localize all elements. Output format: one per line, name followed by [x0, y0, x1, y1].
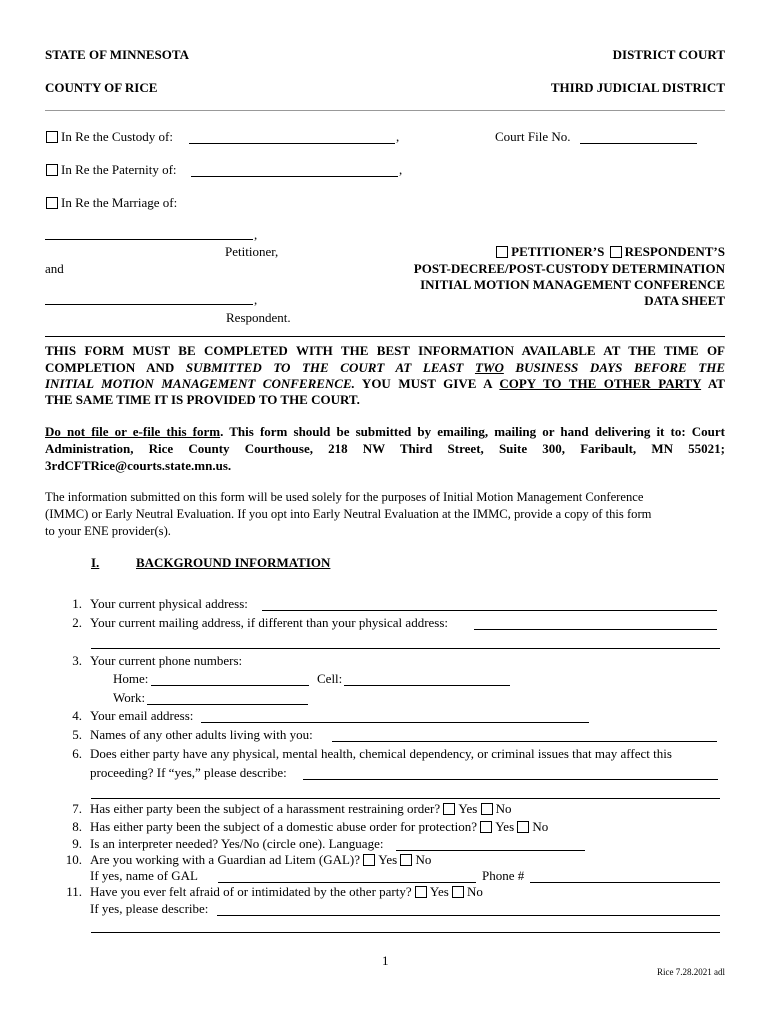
cell-label: Cell:: [317, 671, 343, 686]
district-label: THIRD JUDICIAL DISTRICT: [550, 80, 725, 95]
q8-yes-checkbox[interactable]: [480, 821, 492, 833]
q10-text-2: If yes, name of GAL: [90, 868, 198, 883]
notice-line-2: [45, 359, 725, 376]
notice-line-3: [45, 375, 725, 392]
notice-line-1: THIS FORM MUST BE COMPLETED WITH THE BEST INFORMATION AVAILABLE AT THE TIME OF: [45, 343, 725, 358]
q2-text: Your current mailing address, if different than your physical address:: [90, 615, 449, 630]
work-label: Work:: [113, 690, 146, 705]
q8-row: [90, 819, 548, 835]
q4-text: Your email address:: [90, 708, 194, 723]
marriage-label: In Re the Marriage of:: [61, 195, 178, 210]
q2-number: 2.: [72, 615, 82, 630]
page-number: 1: [382, 953, 389, 968]
language-field[interactable]: [396, 838, 585, 851]
q1-text: Your current physical address:: [90, 596, 248, 611]
paternity-label: In Re the Paternity of:: [61, 162, 177, 177]
mailing-address-field-2[interactable]: [91, 636, 720, 649]
q10-no-checkbox[interactable]: [400, 854, 412, 866]
q6-number: 6.: [72, 746, 82, 761]
q8-no-checkbox[interactable]: [517, 821, 529, 833]
q10-no-label: No: [415, 852, 432, 867]
other-adults-field[interactable]: [332, 729, 717, 742]
paternity-name-field[interactable]: [191, 164, 398, 177]
marriage-checkbox[interactable]: [46, 197, 58, 209]
q7-no-label: No: [495, 801, 512, 816]
custody-name-field[interactable]: [189, 131, 395, 144]
respondent-checkbox[interactable]: [610, 246, 622, 258]
notice-line-4: THE SAME TIME IT IS PROVIDED TO THE COURT.: [45, 392, 360, 407]
afraid-describe-field-2[interactable]: [91, 920, 720, 933]
respondent-name-field[interactable]: [45, 292, 253, 305]
county-label: COUNTY OF RICE: [45, 80, 158, 95]
revision-label: Rice 7.28.2021 adl: [657, 967, 725, 977]
q6-text: Does either party have any physical, mental health, chemical dependency, or criminal issues that may affect this: [90, 746, 672, 761]
q11-text-2: If yes, please describe:: [90, 901, 209, 916]
q3-number: 3.: [72, 653, 82, 668]
paternity-checkbox[interactable]: [46, 164, 58, 176]
filing-line-1: [45, 423, 725, 440]
respondents-label: RESPONDENT’S: [624, 244, 725, 259]
custody-comma: ,: [396, 129, 400, 144]
notice-copy: COPY TO THE OTHER PARTY: [499, 376, 702, 391]
q1-number: 1.: [72, 596, 82, 611]
q7-yes-label: Yes: [458, 801, 478, 816]
cell-phone-field[interactable]: [344, 673, 510, 686]
q5-number: 5.: [72, 727, 82, 742]
q8-no-label: No: [532, 819, 549, 834]
mailing-address-field[interactable]: [474, 617, 717, 630]
filing-line-2: Administration, Rice County Courthouse, 218 NW Third Street, Suite 300, Faribault, MN 55021;: [45, 441, 725, 456]
petitioner-checkbox[interactable]: [496, 246, 508, 258]
filing-instructions: . This form should be submitted by emailing, mailing or hand delivering it to: Court: [220, 424, 726, 439]
notice-submitted: SUBMITTED TO THE COURT AT LEAST: [185, 360, 475, 375]
q4-number: 4.: [72, 708, 82, 723]
q11-text: Have you ever felt afraid of or intimidated by the other party?: [90, 884, 412, 899]
q11-no-label: No: [467, 884, 483, 899]
issues-field[interactable]: [303, 767, 718, 780]
issues-field-2[interactable]: [91, 786, 720, 799]
q11-row: [90, 884, 483, 900]
notice-at: AT: [701, 376, 725, 391]
afraid-describe-field[interactable]: [217, 903, 720, 916]
petitioners-label: PETITIONER’S: [511, 244, 605, 259]
filing-email: 3rdCFTRice@courts.state.mn.us.: [45, 458, 232, 473]
q6-text-2: proceeding? If “yes,” please describe:: [90, 765, 287, 780]
q8-number: 8.: [72, 819, 82, 834]
court-label: DISTRICT COURT: [612, 47, 725, 62]
q7-number: 7.: [72, 801, 82, 816]
title-line-1: POST-DECREE/POST-CUSTODY DETERMINATION: [413, 261, 725, 276]
petitioner-name-field[interactable]: [45, 227, 253, 240]
info-line-1: The information submitted on this form will be used solely for the purposes of Initial Motion Management Conference: [45, 490, 644, 504]
q7-no-checkbox[interactable]: [481, 803, 493, 815]
q10-row: [90, 852, 431, 868]
filing-do-not-file: Do not file or e-file this form: [45, 424, 221, 439]
marriage-option[interactable]: [46, 195, 177, 211]
title-line-3: DATA SHEET: [644, 293, 725, 308]
and-label: and: [45, 261, 64, 276]
paternity-comma: ,: [399, 162, 403, 177]
header-divider: [45, 110, 725, 111]
work-phone-field[interactable]: [147, 692, 308, 705]
respondent-label: Respondent.: [226, 310, 291, 325]
q10-yes-label: Yes: [378, 852, 398, 867]
title-line-2: INITIAL MOTION MANAGEMENT CONFERENCE: [420, 277, 725, 292]
q9-number: 9.: [72, 836, 82, 851]
q7-text: Has either party been the subject of a harassment restraining order?: [90, 801, 441, 816]
custody-option[interactable]: [46, 129, 173, 145]
petitioner-comma: ,: [254, 227, 258, 242]
section-title: BACKGROUND INFORMATION: [136, 555, 331, 570]
notice-business-days: BUSINESS DAYS BEFORE THE: [503, 360, 725, 375]
caption-divider: [45, 336, 725, 337]
q7-row: [90, 801, 511, 817]
q10-yes-checkbox[interactable]: [363, 854, 375, 866]
section-number: I.: [91, 555, 100, 570]
q11-no-checkbox[interactable]: [452, 886, 464, 898]
q11-yes-label: Yes: [429, 884, 449, 899]
gal-phone-field[interactable]: [530, 870, 720, 883]
state-label: STATE OF MINNESOTA: [45, 47, 189, 62]
party-selector: [496, 244, 725, 260]
notice-give: YOU MUST GIVE A: [354, 376, 500, 391]
petitioner-label: Petitioner,: [225, 244, 279, 259]
q9-text: Is an interpreter needed? Yes/No (circle one). Language:: [90, 836, 384, 851]
custody-label: In Re the Custody of:: [61, 129, 173, 144]
paternity-option[interactable]: [46, 162, 177, 178]
physical-address-field[interactable]: [262, 598, 717, 611]
notice-two: TWO: [474, 360, 504, 375]
custody-checkbox[interactable]: [46, 131, 58, 143]
notice-completion: COMPLETION AND: [45, 360, 186, 375]
q10-text: Are you working with a Guardian ad Litem (GAL)?: [90, 852, 361, 867]
home-label: Home:: [113, 671, 149, 686]
info-line-2: (IMMC) or Early Neutral Evaluation. If you opt into Early Neutral Evaluation at the IMMC, provide a copy of this form: [45, 507, 652, 521]
court-file-field[interactable]: [580, 131, 697, 144]
q11-yes-checkbox[interactable]: [415, 886, 427, 898]
q8-text: Has either party been the subject of a domestic abuse order for protection?: [90, 819, 477, 834]
respondent-comma: ,: [254, 292, 258, 307]
notice-immc: INITIAL MOTION MANAGEMENT CONFERENCE.: [45, 376, 355, 391]
q5-text: Names of any other adults living with you:: [90, 727, 313, 742]
gal-name-field[interactable]: [218, 870, 476, 883]
court-file-label: Court File No.: [495, 129, 571, 144]
gal-phone-label: Phone #: [482, 868, 525, 883]
q10-number: 10.: [65, 852, 82, 867]
q11-number: 11.: [66, 884, 82, 899]
email-field[interactable]: [201, 710, 589, 723]
home-phone-field[interactable]: [151, 673, 309, 686]
info-line-3: to your ENE provider(s).: [45, 524, 171, 538]
q8-yes-label: Yes: [495, 819, 515, 834]
q7-yes-checkbox[interactable]: [443, 803, 455, 815]
q3-text: Your current phone numbers:: [90, 653, 243, 668]
